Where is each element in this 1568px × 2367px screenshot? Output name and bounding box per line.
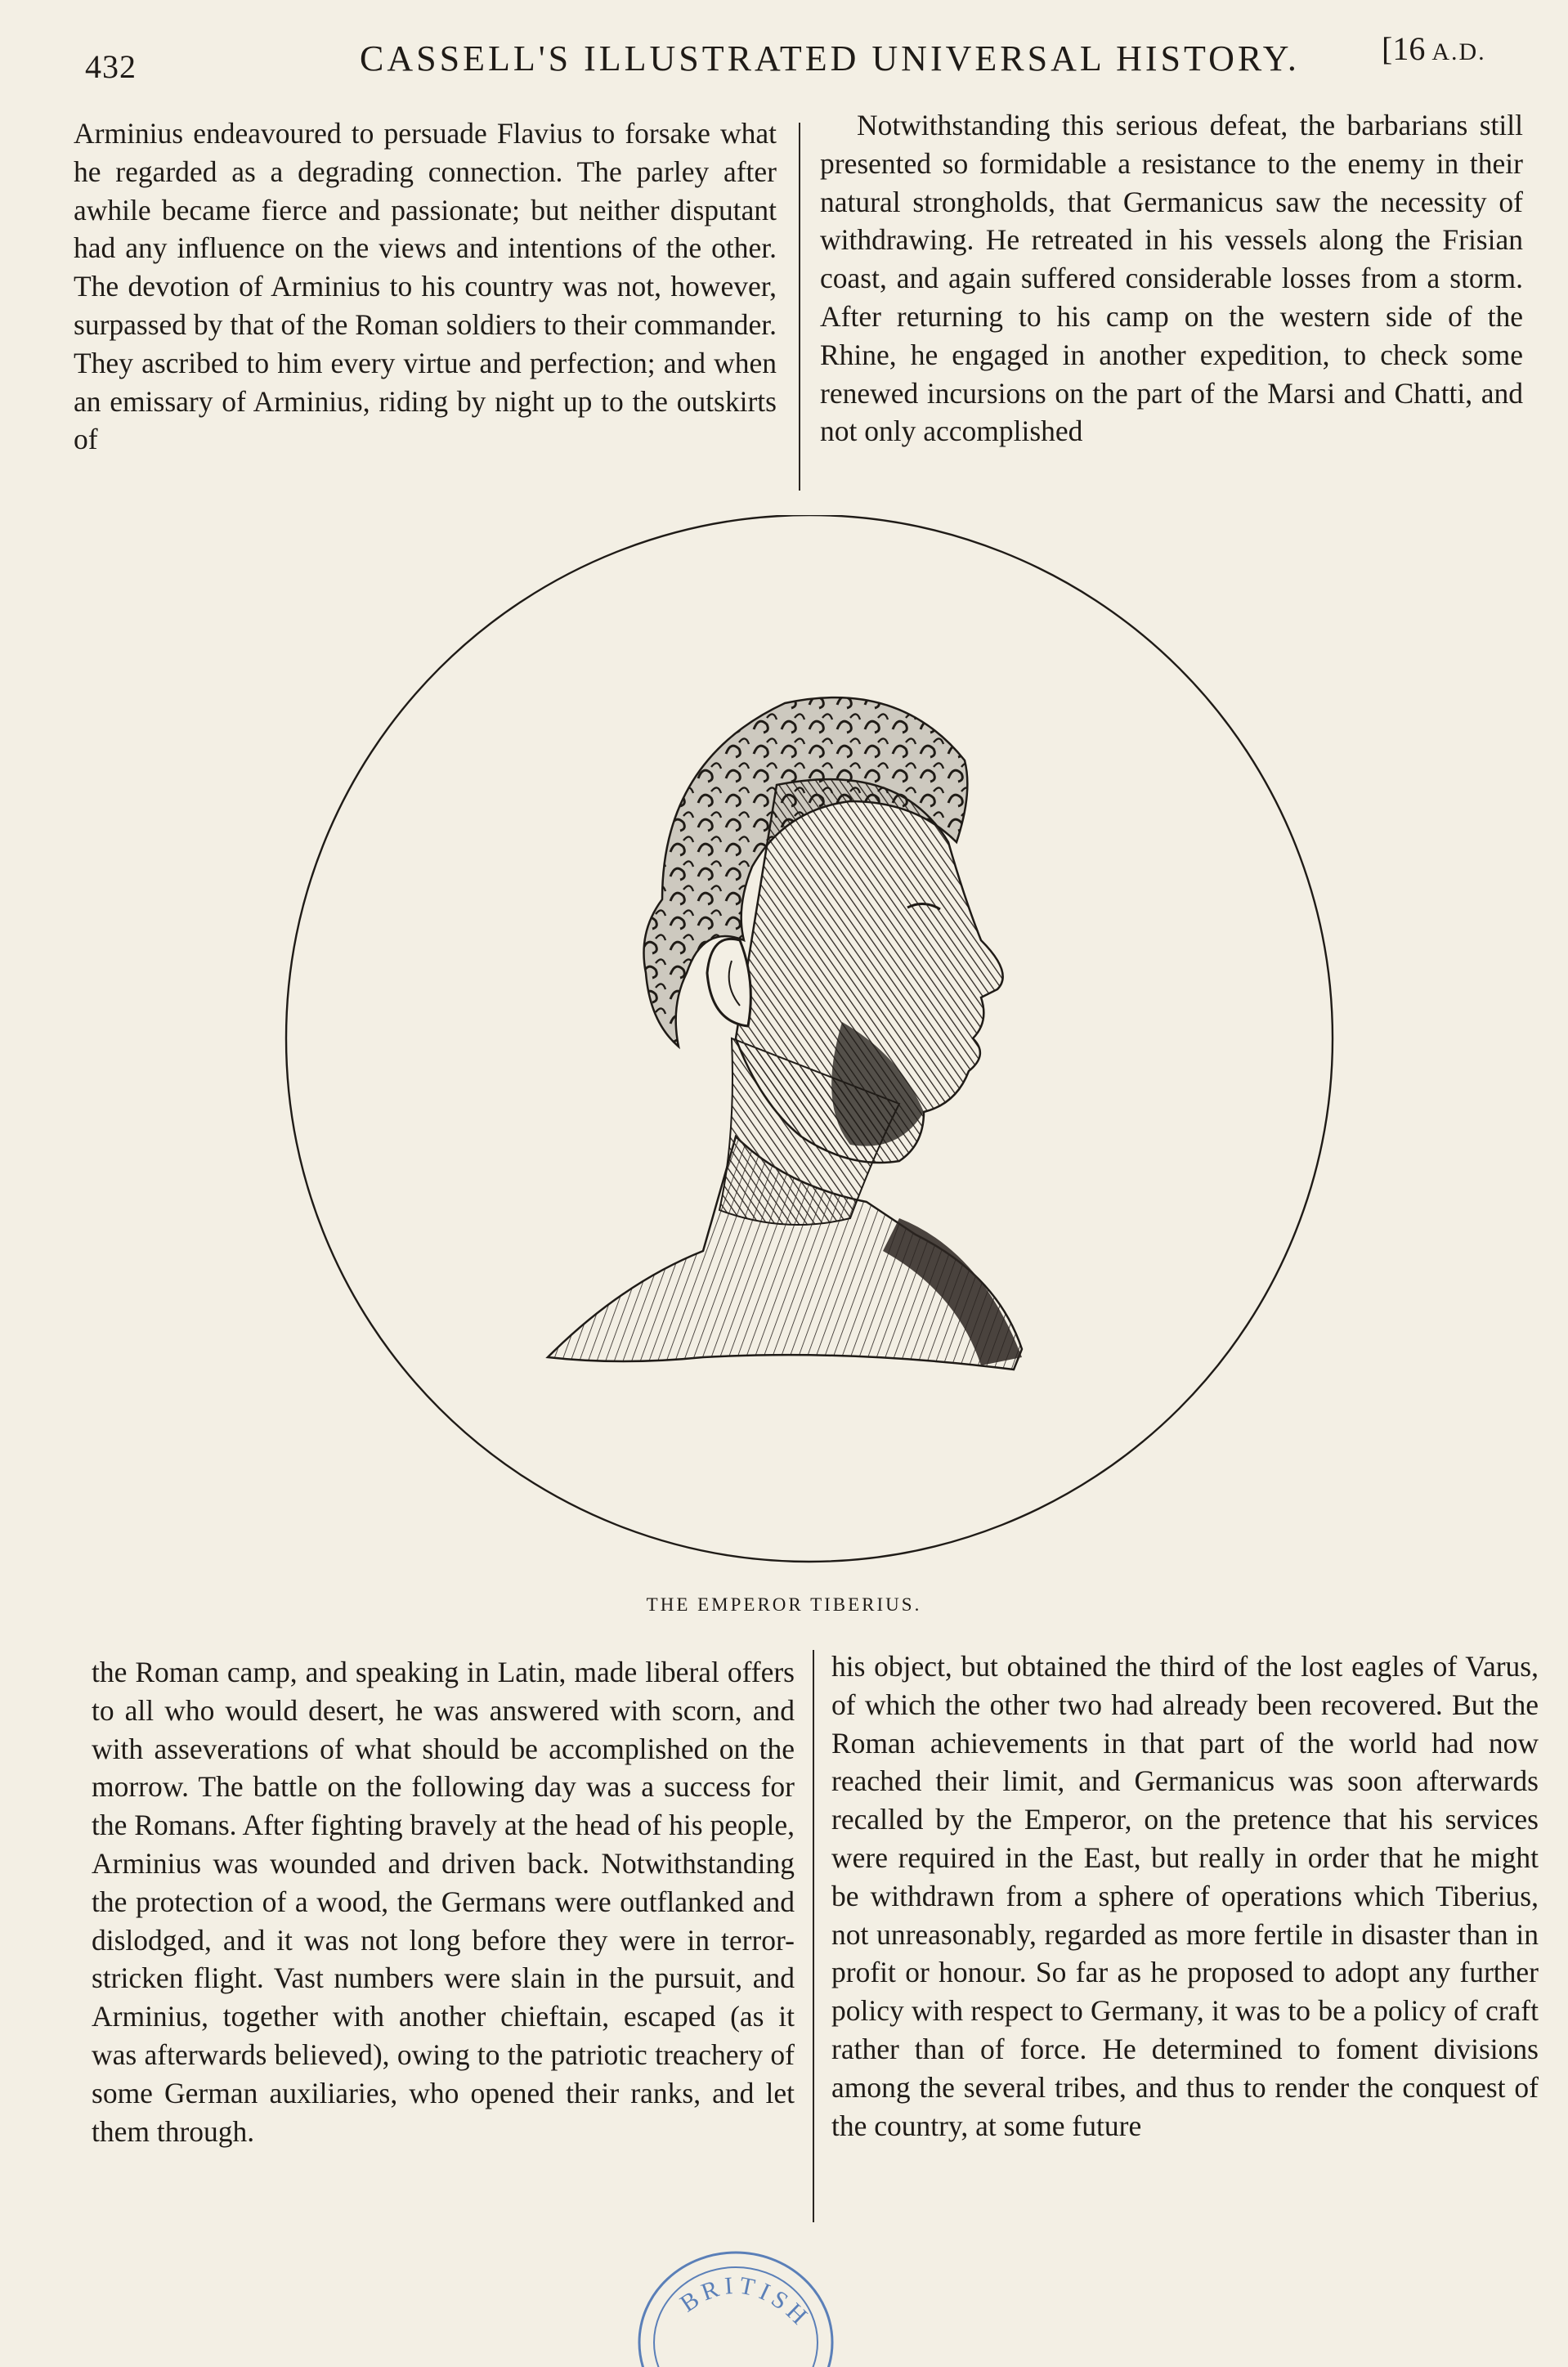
page-number: 432 <box>85 48 137 85</box>
figure-caption: THE EMPEROR TIBERIUS. <box>646 1594 922 1615</box>
paragraph: Arminius endeavoured to persuade Flavius to forsake what he regarded as a degrading connection. The parley after awhile became fierce and passionate; but neither disputant had any influence on the views and intentions of the other. The devotion of Arminius to his country was not, however, surpassed by that of the Roman soldiers to their commander. They ascribed to him every virtue and perfection; and when an emissary of Arminius, riding by night up to the outskirts of <box>74 117 777 456</box>
header-date-year: [16 <box>1382 30 1426 67</box>
portrait-medallion-icon <box>278 515 1341 1578</box>
page-header <box>0 23 1568 85</box>
bottom-right-column <box>831 1647 1539 2145</box>
column-divider <box>813 1650 814 2222</box>
running-title: CASSELL'S ILLUSTRATED UNIVERSAL HISTORY. <box>360 38 1300 78</box>
header-date-era: A.D. <box>1431 38 1486 65</box>
header-date <box>1382 29 1486 68</box>
paragraph: Notwithstanding this serious defeat, the barbarians still presented so formidable a resistance to the enemy in their natural strongholds, that Germanicus saw the necessity of withdrawing. He retreated in his vessels along the Frisian coast, and again suffered considerable losses from a storm. After returning to his camp on the western side of the Rhine, he engaged in another expedition, to check some renewed incursions on the part of the Marsi and Chatti, and not only accomplished <box>820 109 1523 448</box>
stamp-text: BRITISH <box>675 2271 816 2333</box>
top-left-column <box>74 114 777 459</box>
paragraph: his object, but obtained the third of the lost eagles of Varus, of which the other two had already been recovered. But the Roman achievements in that part of the world had now reached their limit, and Germanicus was soon afterwards recalled by the Emperor, on the pretence that his services were required in the East, but really in order that he might be withdrawn from a sphere of operations which Tiberius, not unreasonably, regarded as more fertile in disaster than in profit or honour. So far as he proposed to adopt any further policy with respect to Germany, it was to be a policy of craft rather than of force. He determined to foment divisions among the several tribes, and thus to render the conquest of the country, at some future <box>831 1650 1539 2142</box>
bottom-left-column <box>92 1653 795 2150</box>
library-stamp-icon <box>629 2236 842 2367</box>
top-right-column <box>820 106 1523 451</box>
svg-text:BRITISH <box>675 2272 816 2333</box>
column-divider <box>799 123 800 491</box>
paragraph: the Roman camp, and speaking in Latin, made liberal offers to all who would desert, he was answered with scorn, and with asseverations of what should be accomplished on the morrow. The battle on the following day was a success for the Romans. After fighting bravely at the head of his people, Arminius was wounded and driven back. Notwithstanding the protection of a wood, the Germans were outflanked and dislodged, and it was not long before they were in terror-stricken flight. Vast numbers were slain in the pursuit, and Arminius, together with another chieftain, escaped (as it was afterwards believed), owing to the patriotic treachery of some German auxiliaries, who opened their ranks, and let them through. <box>92 1656 795 2148</box>
